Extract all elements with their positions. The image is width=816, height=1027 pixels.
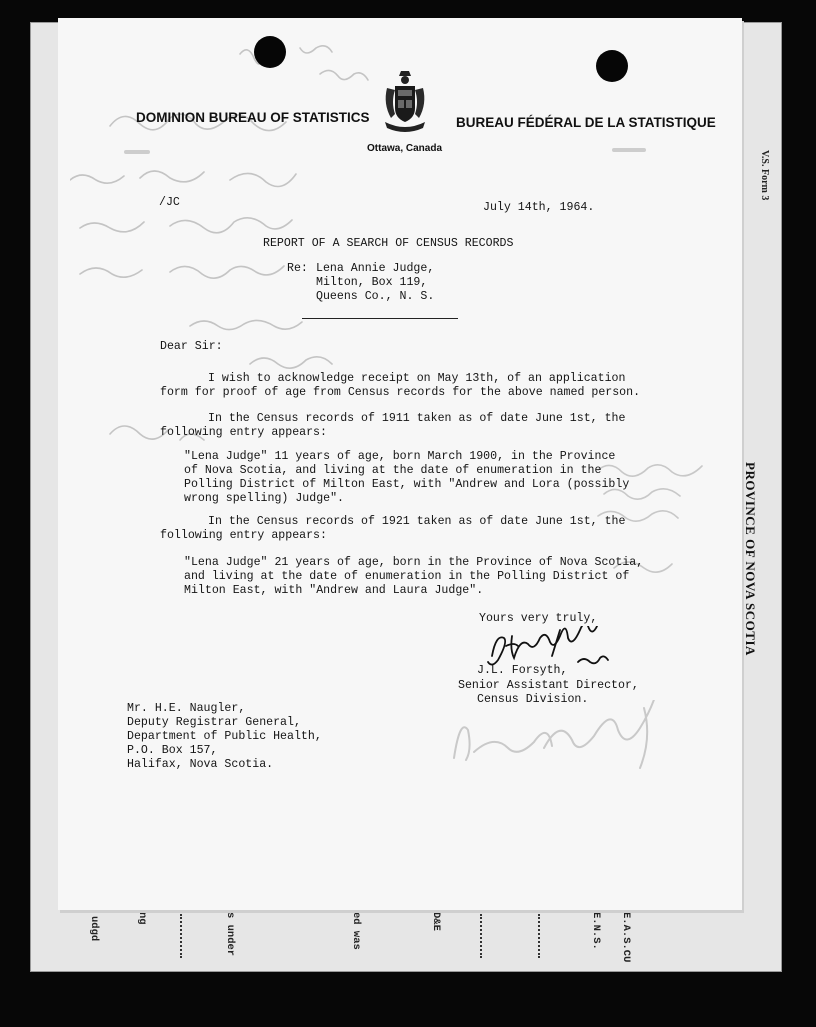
letterhead-french: BUREAU FÉDÉRAL DE LA STATISTIQUE (456, 115, 716, 130)
strip-dotted-rule (538, 914, 540, 958)
re-line-3: Queens Co., N. S. (316, 290, 435, 303)
text-line: of Nova Scotia, and living at the date of enumeration in the (184, 464, 602, 477)
strip-fragment: E.N.S. (590, 912, 602, 950)
census-entry-1911 (184, 450, 629, 506)
strip-fragment: E.A.S.CU (620, 912, 632, 963)
address-line: Mr. H.E. Naugler, (127, 702, 246, 715)
form-bottom-strip (60, 908, 750, 964)
census-entry-1921 (184, 556, 643, 598)
address-line: Halifax, Nova Scotia. (127, 758, 274, 771)
reference-initials: /JC (159, 196, 180, 209)
strip-fragment: s under (224, 912, 236, 957)
signatory-title: Senior Assistant Director, (458, 679, 639, 692)
recipient-address (127, 702, 322, 772)
punch-hole-left (254, 36, 286, 68)
province-label: PROVINCE OF NOVA SCOTIA (743, 462, 758, 656)
text-line: I wish to acknowledge receipt on May 13th, of an application (208, 372, 626, 385)
punch-hole-right (596, 50, 628, 82)
commissioner-signature (444, 700, 674, 780)
letterhead-english: DOMINION BUREAU OF STATISTICS (136, 110, 370, 125)
letterhead-city: Ottawa, Canada (367, 143, 443, 154)
closing: Yours very truly, (479, 612, 598, 625)
coat-of-arms-icon (381, 68, 429, 134)
text-line: Milton East, with "Andrew and Laura Judge". (184, 584, 484, 597)
re-line-1: Lena Annie Judge, (316, 262, 435, 275)
paragraph-3 (160, 515, 625, 543)
signatory-name: J.L. Forsyth, (477, 664, 568, 677)
paragraph-1 (160, 372, 640, 400)
address-line: Department of Public Health, (127, 730, 322, 743)
text-line: "Lena Judge" 21 years of age, born in the Province of Nova Scotia, (184, 556, 644, 569)
text-line: "Lena Judge" 11 years of age, born March 1900, in the Province (184, 450, 616, 463)
strip-dotted-rule (180, 914, 182, 958)
strip-dotted-rule (480, 914, 482, 958)
text-line: Polling District of Milton East, with "Andrew and Lora (possibly (184, 478, 630, 491)
letter-date: July 14th, 1964. (483, 201, 595, 214)
letter-subject: REPORT OF A SEARCH OF CENSUS RECORDS (263, 237, 514, 250)
text-line: following entry appears: (160, 426, 327, 439)
letterhead-dash-left (124, 150, 150, 154)
address-line: P.O. Box 157, (127, 744, 218, 757)
strip-fragment: udgd (88, 916, 100, 942)
text-line: form for proof of age from Census records for the above named person. (160, 386, 641, 399)
form-number-label: V.S. Form 3 (759, 150, 770, 201)
strip-fragment: ng (136, 912, 148, 925)
text-line: In the Census records of 1911 taken as of date June 1st, the (208, 412, 626, 425)
signatory-division: Census Division. (477, 693, 589, 706)
subject-underline (302, 318, 458, 319)
text-line: wrong spelling) Judge". (184, 492, 345, 505)
paragraph-2 (160, 412, 625, 440)
re-label: Re: (287, 262, 308, 275)
text-line: following entry appears: (160, 529, 327, 542)
address-line: Deputy Registrar General, (127, 716, 301, 729)
letterhead-dash-right (612, 148, 646, 152)
strip-fragment: ed was (350, 912, 362, 950)
salutation: Dear Sir: (160, 340, 223, 353)
text-line: and living at the date of enumeration in the Polling District of (184, 570, 630, 583)
re-line-2: Milton, Box 119, (316, 276, 428, 289)
text-line: In the Census records of 1921 taken as of date June 1st, the (208, 515, 626, 528)
strip-fragment: D&E (430, 912, 442, 931)
